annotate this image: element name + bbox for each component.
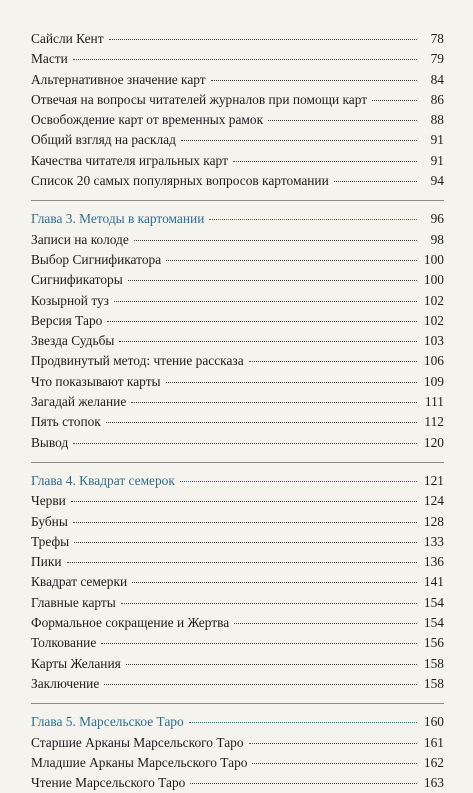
entry-title: Пики: [31, 554, 62, 570]
dot-leader: [252, 763, 417, 764]
dot-leader: [73, 443, 417, 444]
toc-entry: [31, 250, 444, 270]
page-number: 91: [430, 132, 444, 148]
dot-leader: [114, 301, 417, 302]
dot-leader: [119, 341, 417, 342]
page-number: 96: [430, 211, 444, 227]
page-number: 154: [423, 615, 444, 631]
page-number: 163: [423, 775, 444, 791]
toc-entry: [31, 351, 444, 371]
entry-title: Список 20 самых популярных вопросов картомании: [31, 173, 329, 189]
table-of-contents: [31, 29, 444, 793]
page-number: 79: [430, 51, 444, 67]
entry-title: Квадрат семерки: [31, 574, 128, 590]
page-number: 158: [423, 655, 444, 671]
page-number: 88: [430, 112, 444, 128]
toc-entry: [31, 331, 444, 351]
toc-entry: [31, 654, 444, 674]
page-number: 154: [423, 594, 444, 610]
toc-entry: [31, 49, 444, 69]
page-number: 162: [423, 754, 444, 770]
entry-title: Качества читателя игральных карт: [31, 152, 228, 168]
entry-title: Сайсли Кент: [31, 31, 104, 46]
page-number: 102: [423, 292, 444, 308]
page-number: 84: [430, 71, 444, 87]
dot-leader: [268, 120, 417, 121]
chapter-title: Глава 4. Квадрат семерок: [31, 472, 175, 488]
section-divider: [31, 200, 444, 201]
entry-title: Бубны: [31, 513, 68, 529]
page-number: 112: [424, 414, 444, 430]
entry-title: Альтернативное значение карт: [31, 71, 206, 87]
entry-title: Вывод: [31, 434, 69, 450]
page-number: 100: [423, 272, 444, 288]
page-number: 136: [423, 554, 444, 570]
entry-title: Отвечая на вопросы читателей журналов при помощи карт: [31, 91, 368, 107]
toc-entry: [31, 291, 444, 311]
dot-leader: [73, 59, 417, 60]
dot-leader: [128, 280, 417, 281]
dot-leader: [106, 422, 417, 423]
toc-entry: [31, 773, 444, 793]
toc-entry: [31, 151, 444, 171]
dot-leader: [71, 501, 417, 502]
dot-leader: [249, 743, 417, 744]
dot-leader: [126, 664, 417, 665]
dot-leader: [73, 522, 417, 523]
page-number: 94: [430, 173, 444, 189]
page-number: 161: [423, 734, 444, 750]
toc-entry: [31, 552, 444, 572]
page-number: 158: [423, 675, 444, 691]
toc-entry: [31, 674, 444, 694]
entry-title: Младшие Арканы Марсельского Таро: [31, 754, 248, 770]
entry-title: Старшие Арканы Марсельского Таро: [31, 734, 244, 750]
page-number: 98: [430, 231, 444, 247]
entry-title: Заключение: [31, 675, 100, 691]
chapter-heading: [31, 712, 444, 732]
page-number: 111: [424, 394, 444, 410]
page-number: 128: [423, 513, 444, 529]
page-number: 156: [423, 635, 444, 651]
entry-title: Освобождение карт от временных рамок: [31, 112, 264, 128]
dot-leader: [101, 643, 417, 644]
dot-leader: [233, 161, 417, 162]
toc-entry: [31, 412, 444, 432]
dot-leader: [166, 260, 417, 261]
toc-entry: [31, 532, 444, 552]
toc-entry: [31, 512, 444, 532]
dot-leader: [209, 219, 417, 220]
entry-title: Пять стопок: [31, 414, 101, 430]
dot-leader: [249, 361, 417, 362]
page-number: 103: [423, 333, 444, 349]
dot-leader: [189, 722, 417, 723]
entry-title: Записи на колоде: [31, 231, 129, 247]
entry-title: Выбор Сигнификатора: [31, 251, 162, 267]
toc-entry: [31, 733, 444, 753]
entry-title: Продвинутый метод: чтение рассказа: [31, 353, 244, 369]
chapter-title: Глава 5. Марсельское Таро: [31, 714, 184, 730]
entry-title: Чтение Марсельского Таро: [31, 775, 186, 791]
page-number: 86: [430, 91, 444, 107]
entry-title: Общий взгляд на расклад: [31, 132, 176, 148]
dot-leader: [74, 542, 417, 543]
toc-entry: [31, 270, 444, 290]
toc-entry: [31, 593, 444, 613]
entry-title: Что показывают карты: [31, 373, 161, 389]
page-number: 100: [423, 251, 444, 267]
entry-title: Масти: [31, 51, 68, 67]
toc-entry: [31, 613, 444, 633]
toc-entry: [31, 753, 444, 773]
page-number: 102: [423, 312, 444, 328]
page-number: 124: [423, 493, 444, 509]
dot-leader: [107, 321, 417, 322]
section-divider: [31, 703, 444, 704]
chapter-heading: [31, 209, 444, 229]
dot-leader: [211, 80, 417, 81]
toc-entry: [31, 433, 444, 453]
dot-leader: [132, 582, 417, 583]
toc-entry: [31, 311, 444, 331]
dot-leader: [334, 181, 417, 182]
toc-entry: [31, 110, 444, 130]
toc-entry: [31, 230, 444, 250]
page-number: 106: [423, 353, 444, 369]
toc-entry: [31, 372, 444, 392]
page-number: 160: [423, 714, 444, 730]
toc-entry: [31, 572, 444, 592]
page-number: 120: [423, 434, 444, 450]
entry-title: Формальное сокращение и Жертва: [31, 615, 230, 631]
entry-title: Главные карты: [31, 594, 116, 610]
section-divider: [31, 462, 444, 463]
chapter-heading: [31, 471, 444, 491]
dot-leader: [181, 140, 417, 141]
dot-leader: [372, 100, 417, 101]
dot-leader: [190, 783, 417, 784]
toc-entry: [31, 491, 444, 511]
entry-title: Трефы: [31, 533, 70, 549]
dot-leader: [134, 240, 417, 241]
page-number: 91: [430, 152, 444, 168]
page-number: 78: [430, 31, 444, 46]
page-number: 109: [423, 373, 444, 389]
dot-leader: [166, 382, 417, 383]
entry-title: Звезда Судьбы: [31, 333, 115, 349]
toc-entry: [31, 171, 444, 191]
entry-title: Толкование: [31, 635, 97, 651]
entry-title: Козырной туз: [31, 292, 109, 308]
entry-title: Черви: [31, 493, 66, 509]
dot-leader: [180, 481, 417, 482]
toc-entry: [31, 70, 444, 90]
page-number: 121: [423, 472, 444, 488]
toc-entry: [31, 130, 444, 150]
entry-title: Версия Таро: [31, 312, 103, 328]
dot-leader: [121, 603, 417, 604]
chapter-title: Глава 3. Методы в картомании: [31, 211, 205, 227]
toc-entry: [31, 392, 444, 412]
page-number: 133: [423, 533, 444, 549]
toc-entry: [31, 90, 444, 110]
dot-leader: [67, 562, 417, 563]
dot-leader: [109, 39, 417, 40]
dot-leader: [104, 684, 417, 685]
dot-leader: [234, 623, 417, 624]
page-number: 141: [423, 574, 444, 590]
entry-title: Карты Желания: [31, 655, 121, 671]
dot-leader: [131, 402, 417, 403]
entry-title: Сигнификаторы: [31, 272, 123, 288]
toc-entry: [31, 633, 444, 653]
entry-title: Загадай желание: [31, 394, 127, 410]
toc-entry: [31, 29, 444, 49]
